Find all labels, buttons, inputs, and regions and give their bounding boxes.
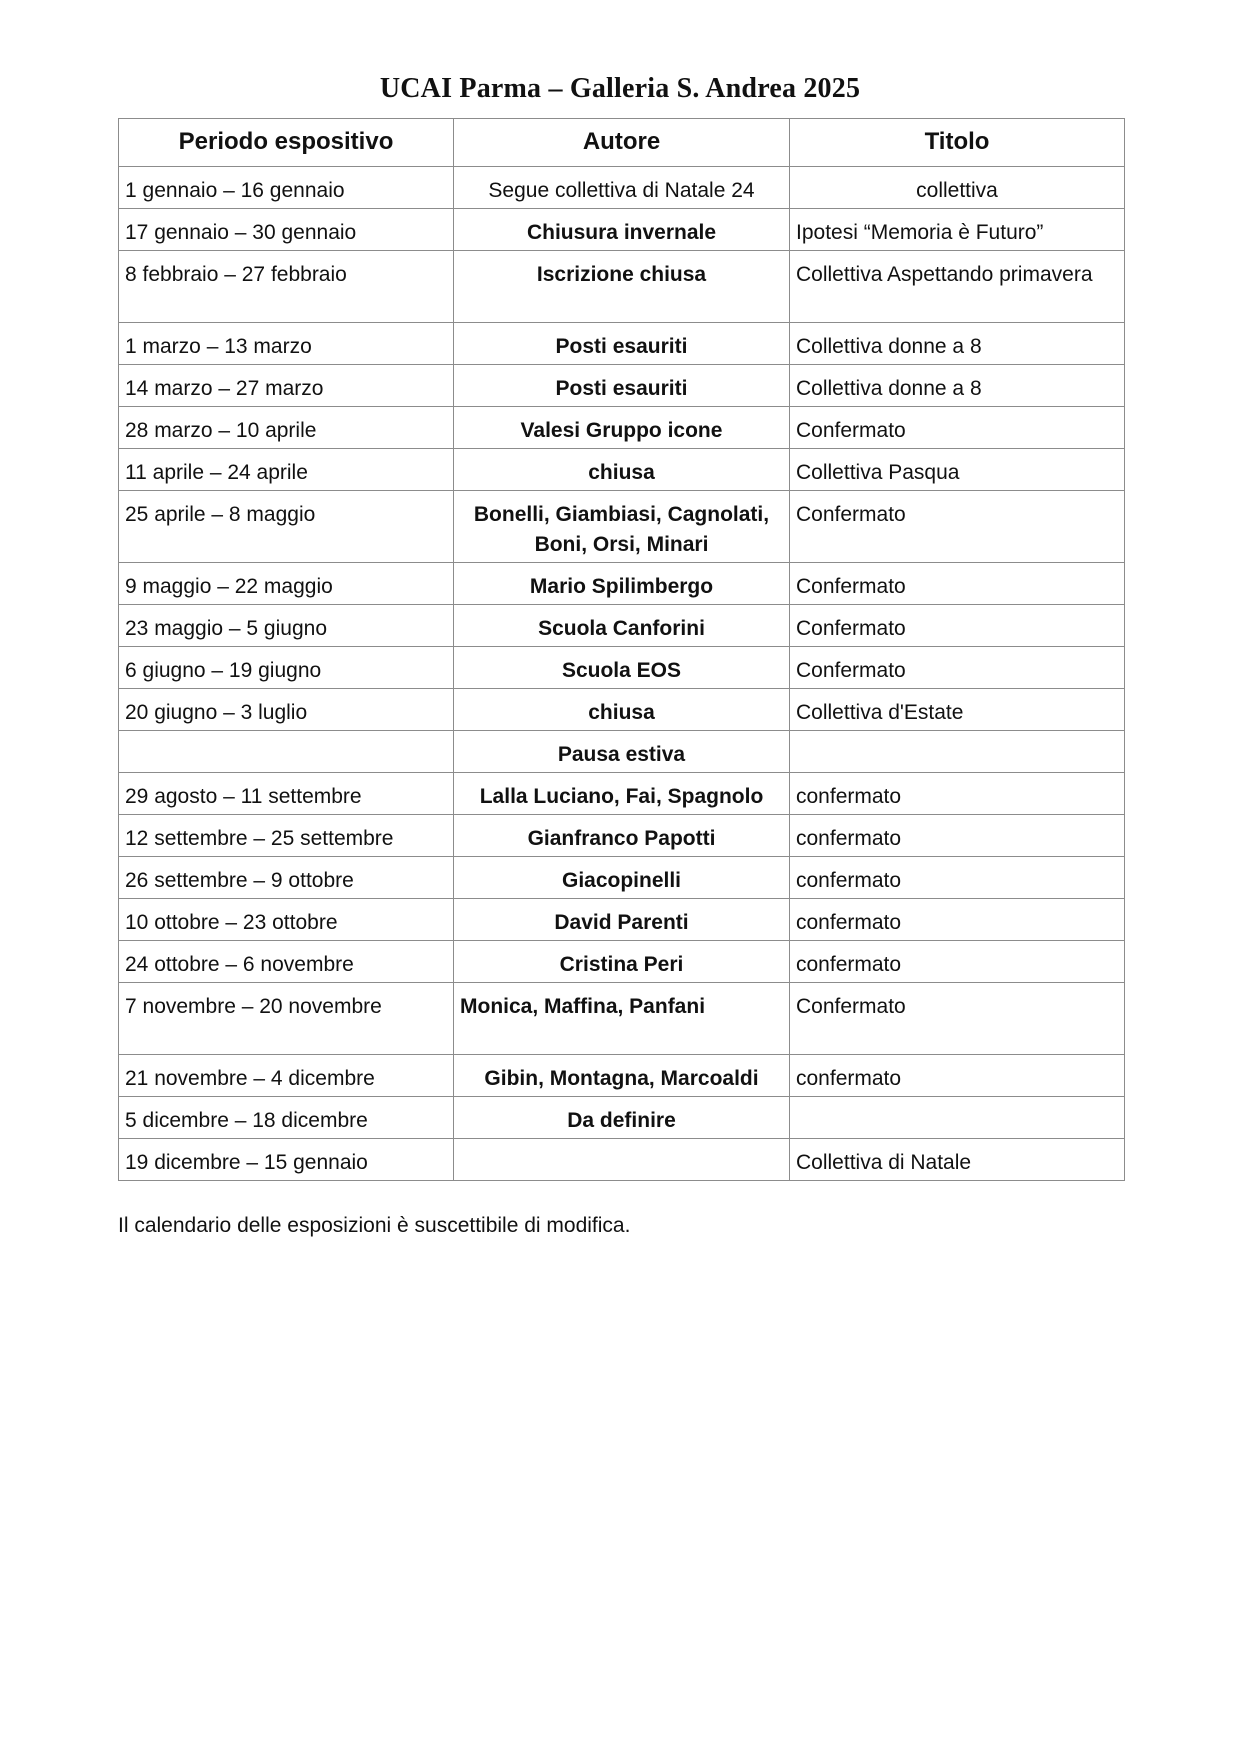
period-cell: 1 marzo – 13 marzo [119,323,454,365]
table-row [119,857,1125,899]
title-cell [790,1097,1125,1139]
author-cell [454,1139,790,1181]
author-cell: Scuola EOS [454,647,790,689]
period-cell: 26 settembre – 9 ottobre [119,857,454,899]
author-cell: Chiusura invernale [454,209,790,251]
author-cell: Monica, Maffina, Panfani [454,983,790,1055]
author-cell: David Parenti [454,899,790,941]
table-row [119,983,1125,1055]
period-cell: 20 giugno – 3 luglio [119,689,454,731]
table-row [119,1097,1125,1139]
period-cell: 10 ottobre – 23 ottobre [119,899,454,941]
title-cell: Collettiva Aspettando primavera [790,251,1125,323]
table-row [119,773,1125,815]
period-cell: 7 novembre – 20 novembre [119,983,454,1055]
table-row [119,251,1125,323]
period-cell: 5 dicembre – 18 dicembre [119,1097,454,1139]
title-cell: confermato [790,857,1125,899]
table-row [119,563,1125,605]
title-cell: Collettiva donne a 8 [790,365,1125,407]
title-cell: Confermato [790,605,1125,647]
title-cell: confermato [790,773,1125,815]
table-header-row [119,119,1125,167]
author-cell: Posti esauriti [454,323,790,365]
title-cell: Collettiva donne a 8 [790,323,1125,365]
title-cell: Confermato [790,563,1125,605]
period-cell: 17 gennaio – 30 gennaio [119,209,454,251]
footnote: Il calendario delle esposizioni è suscettibile di modifica. [118,1214,631,1237]
title-cell: confermato [790,941,1125,983]
title-cell: Confermato [790,407,1125,449]
period-cell: 28 marzo – 10 aprile [119,407,454,449]
period-cell: 23 maggio – 5 giugno [119,605,454,647]
table-row [119,407,1125,449]
title-cell: Collettiva Pasqua [790,449,1125,491]
author-cell: chiusa [454,449,790,491]
author-cell: Iscrizione chiusa [454,251,790,323]
period-cell [119,731,454,773]
table-row [119,689,1125,731]
period-cell: 29 agosto – 11 settembre [119,773,454,815]
title-cell: Confermato [790,491,1125,563]
table-row [119,731,1125,773]
title-cell: Confermato [790,983,1125,1055]
author-cell: Pausa estiva [454,731,790,773]
table-row [119,365,1125,407]
table-row [119,449,1125,491]
author-cell: Gibin, Montagna, Marcoaldi [454,1055,790,1097]
header-period: Periodo espositivo [119,119,454,167]
table-row [119,167,1125,209]
table-row [119,815,1125,857]
author-cell: Mario Spilimbergo [454,563,790,605]
table-row [119,491,1125,563]
author-cell: Segue collettiva di Natale 24 [454,167,790,209]
title-cell: confermato [790,1055,1125,1097]
period-cell: 9 maggio – 22 maggio [119,563,454,605]
table-row [119,323,1125,365]
period-cell: 19 dicembre – 15 gennaio [119,1139,454,1181]
exhibition-schedule-table [118,118,1125,1181]
header-author: Autore [454,119,790,167]
author-cell: Bonelli, Giambiasi, Cagnolati, Boni, Orsi, Minari [454,491,790,563]
author-cell: Gianfranco Papotti [454,815,790,857]
period-cell: 12 settembre – 25 settembre [119,815,454,857]
author-cell: Lalla Luciano, Fai, Spagnolo [454,773,790,815]
table-row [119,1139,1125,1181]
title-cell: Collettiva di Natale [790,1139,1125,1181]
title-cell: Collettiva d'Estate [790,689,1125,731]
page-title: UCAI Parma – Galleria S. Andrea 2025 [379,73,861,104]
title-cell: collettiva [790,167,1125,209]
table-row [119,209,1125,251]
table-row [119,941,1125,983]
author-cell: Valesi Gruppo icone [454,407,790,449]
table-row [119,647,1125,689]
period-cell: 24 ottobre – 6 novembre [119,941,454,983]
period-cell: 11 aprile – 24 aprile [119,449,454,491]
period-cell: 25 aprile – 8 maggio [119,491,454,563]
author-cell: Posti esauriti [454,365,790,407]
title-cell [790,731,1125,773]
table-row [119,1055,1125,1097]
header-title: Titolo [790,119,1125,167]
period-cell: 14 marzo – 27 marzo [119,365,454,407]
author-cell: Giacopinelli [454,857,790,899]
title-cell: Ipotesi “Memoria è Futuro” [790,209,1125,251]
author-cell: chiusa [454,689,790,731]
period-cell: 21 novembre – 4 dicembre [119,1055,454,1097]
table-row [119,899,1125,941]
author-cell: Cristina Peri [454,941,790,983]
period-cell: 1 gennaio – 16 gennaio [119,167,454,209]
title-cell: confermato [790,815,1125,857]
table-row [119,605,1125,647]
title-cell: confermato [790,899,1125,941]
author-cell: Scuola Canforini [454,605,790,647]
author-cell: Da definire [454,1097,790,1139]
period-cell: 6 giugno – 19 giugno [119,647,454,689]
period-cell: 8 febbraio – 27 febbraio [119,251,454,323]
title-cell: Confermato [790,647,1125,689]
